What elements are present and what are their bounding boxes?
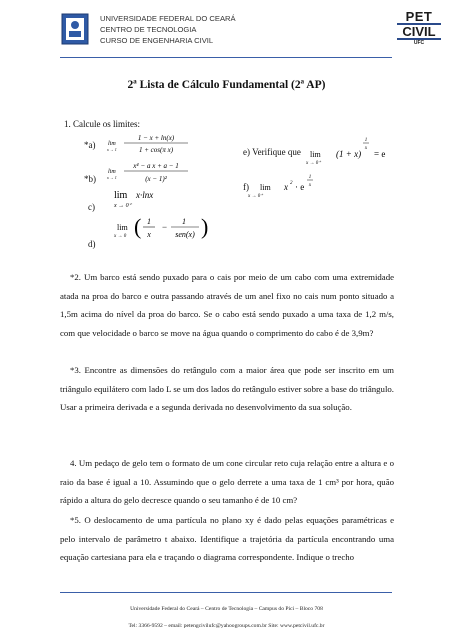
svg-text:): ) [201,214,209,239]
logo-text-bottom: UFC [413,40,425,46]
limit-b [106,158,206,188]
e-f: · e [295,182,305,192]
question-4 [60,454,394,510]
lim-d-sub: x → 0 [114,234,127,239]
question-3-text: *3. Encontre as dimensões do retângulo com a maior área que pode ser inscrito em um triângulo equilátero com lado L se um dos lados do retângulo estiver sobre a base do triângulo. Usar a primeira derivada e a segunda derivada no desenvolvimento da sua solução. [60,365,394,412]
page-title: 2ª Lista de Cálculo Fundamental (2ª AP) [127,79,326,91]
limit-f [248,172,348,204]
limit-e [306,134,406,166]
institution-line-3: CURSO DE ENGENHARIA CIVIL [100,36,214,45]
limit-c [112,187,192,211]
exp-e-den: x [364,146,368,151]
frac-d2-den: sen(x) [175,230,195,239]
page-header [60,12,390,56]
frac-d1-num: 1 [147,217,151,226]
pet-civil-logo [397,10,441,50]
limit-d [112,212,212,244]
frac-a-num: 1 − x + ln(x) [137,134,175,142]
institution-line-2: CENTRO DE TECNOLOGIA [100,25,197,34]
lim-d: lim [117,223,128,232]
base-f: x [284,182,288,192]
lim-c: lim [114,190,128,201]
question-5-text: *5. O deslocamento de uma partícula no plano xy é dado pelas equações paramétricas e pelo intervalo de parâmetro t abaixo. Identifique a trajetória da partícula encontrando uma equação cartesiana para ela e traçando o diagrama correspondente. Indique o trecho [60,515,394,562]
logo-text-middle: CIVIL [397,23,441,40]
label-d: d) [88,239,96,249]
footer-divider [60,592,392,593]
footer-contact: Tel: 3366-9592 – email: petengcivilufc@yahoogroups.com.br Site: www.petcivil.ufc.br [128,623,325,629]
header-divider [60,57,392,58]
limit-a [106,131,206,159]
exp-f-den: x [308,183,312,188]
question-3 [60,361,394,417]
lim-e: lim [310,150,321,159]
base-e: (1 + x) [336,149,362,159]
label-b: *b) [84,174,96,184]
institution-block [100,13,236,46]
frac-d2-num: 1 [182,217,186,226]
question-5 [60,511,394,567]
question-2-text: *2. Um barco está sendo puxado para o cais por meio de um cabo com uma extremidade atada na proa do barco e outra passando através de um anel fixo no cais num ponto situado a 1,5m acima do nível da proa do barco. Se o cabo está sendo puxado a uma taxa de 1,2 m/s, com que velocidade o barco se move na água quando o comprimento do cabo é de 3,9m? [60,272,394,338]
university-crest-logo [60,12,90,46]
lim-b-sub: x → 1 [107,175,117,180]
lim-f-sub: x → 0⁺ [248,194,263,199]
label-c: c) [88,202,95,212]
frac-b-den: (x − 1)² [145,175,167,183]
logo-text-top: PET [405,9,433,24]
exp-e-num: 1 [364,138,368,143]
svg-text:(: ( [134,214,142,239]
label-f: f) [243,182,249,192]
institution-line-1: UNIVERSIDADE FEDERAL DO CEARÁ [100,14,236,23]
frac-d1-den: x [147,230,151,239]
lim-e-sub: x → 0⁺ [306,161,321,166]
lim-a-sub: x → 1 [107,147,117,152]
question-2 [60,268,394,342]
exp-f-num: 1 [308,175,312,180]
question-1-intro: 1. Calcule os limites: [64,119,140,129]
frac-b-num: x⁴ − a x + a − 1 [133,162,179,170]
lim-a: lim [108,141,116,147]
question-4-text: 4. Um pedaço de gelo tem o formato de um cone circular reto cuja relação entre a altura e o raio da base é igual a 10. Assumindo que o gelo derrete a uma taxa de 1 cm³ por hora, quão rápido a altura do gelo decresce quando o seu tamanho é de 10 cm? [60,458,394,505]
svg-text:−: − [162,222,168,232]
result-e: = e [374,149,386,159]
lim-b: lim [108,169,116,175]
expr-c: x·lnx [136,190,154,200]
pow-f: 2 [290,181,293,186]
frac-a-den: 1 + cos(π x) [138,146,174,154]
lim-f: lim [260,183,271,192]
lim-c-sub: x → 0⁺ [114,203,132,209]
label-e: e) Verifique que [243,147,301,157]
label-a: *a) [84,140,96,150]
footer-address: Universidade Federal do Ceará – Centro de Tecnologia – Campus do Pici – Bloco 708 [130,606,323,612]
